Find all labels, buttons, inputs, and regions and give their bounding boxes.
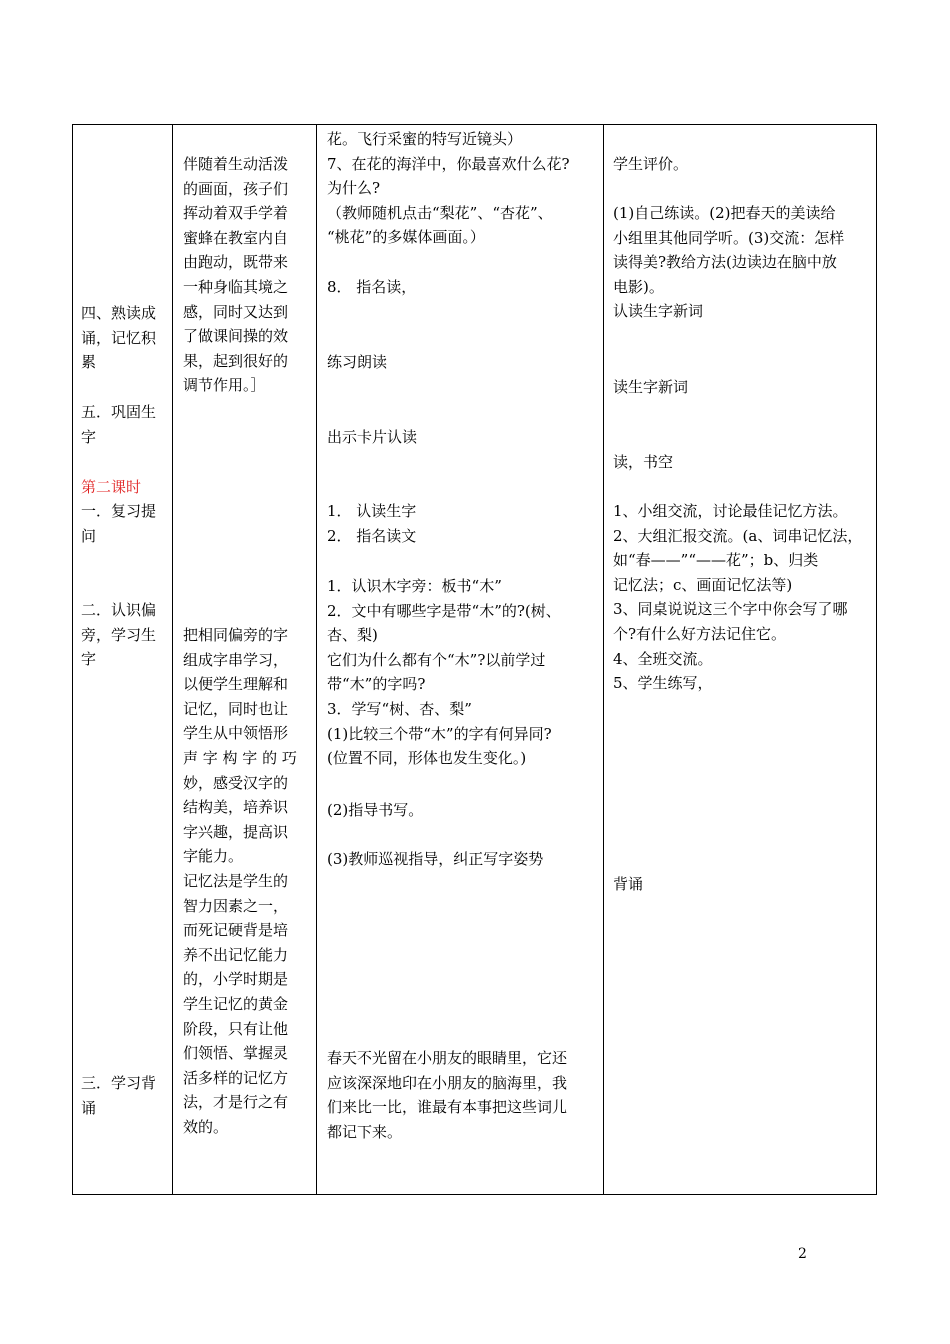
column-design-notes (173, 125, 317, 1194)
design-note-2: 把相同偏旁的字 组成字串学习， 以便学生理解和 记忆，同时也让 学生从中领悟形 声 字 构 字 的 巧 妙，感受汉字的 结构美，培养识 字兴趣，提高识 字能力。 记忆法是学生的 智力因素之一， 而死记硬背是培 养不出记忆能力 的，小学时期是 学生记忆的黄金 阶段，只有让他 们领悟、掌握灵 活多样的记忆方 法，才是行之有 效的。 (183, 626, 297, 1136)
teacher-block-1: 花。飞行采蜜的特写近镜头） 7、在花的海洋中，你最喜欢什么花? 为什么? （教师随机点击“梨花”、“杏花”、 “桃花”的多媒体画面。） (327, 130, 570, 247)
lesson-2-heading: 第二课时 (81, 478, 142, 496)
lesson-plan-table (72, 124, 877, 1195)
page-number: 2 (798, 1246, 807, 1262)
student-block-2: (1)自己练读。(2)把春天的美读给 小组里其他同学听。(3)交流：怎样 读得美?教给方法(边读边在脑中放 电影)。 认读生字新词 (613, 204, 845, 321)
teacher-block-4: 出示卡片认读 (327, 428, 418, 446)
student-block-5: 1、小组交流，讨论最佳记忆方法。 2、大组汇报交流。(a、词串记忆法， 如“春——”“——花”；b、归类 记忆法；c、画面记忆法等) 3、同桌说说这三个字中你会写了哪 个?有什么好方法记住它。 4、全班交流。 5、学生练写， (613, 502, 863, 693)
student-block-6: 背诵 (613, 875, 644, 893)
column-teacher-activities (317, 125, 604, 1194)
teacher-block-9: 春天不光留在小朋友的眼睛里，它还 应该深深地印在小朋友的脑海里，我 们来比一比，谁最有本事把这些词儿 都记下来。 (327, 1049, 568, 1141)
step-5-consolidate: 五．巩固生 字 (81, 403, 157, 446)
teacher-block-7: (2)指导书写。 (327, 801, 424, 819)
step-3-recite: 三．学习背 诵 (81, 1074, 157, 1117)
step-2-radical: 二．认识偏 旁，学习生 字 (81, 601, 157, 669)
column-student-activities (604, 125, 876, 1194)
student-block-4: 读，书空 (613, 453, 674, 471)
student-block-3: 读生字新词 (613, 378, 689, 396)
teacher-block-2: 8． 指名读， (327, 278, 417, 296)
teacher-block-3: 练习朗读 (327, 353, 388, 371)
design-note-1: 伴随着生动活泼 的画面，孩子们 挥动着双手学着 蜜蜂在教室内自 由跑动，既带来 一种身临其境之 感，同时又达到 了做课间操的效 果，起到很好的 调节作用。］ (183, 155, 289, 395)
teacher-block-5: 1． 认读生字 2． 指名读文 (327, 502, 417, 545)
teacher-block-8: (3)教师巡视指导，纠正写字姿势 (327, 850, 544, 868)
step-1-review: 一．复习提 问 (81, 502, 157, 545)
column-steps (73, 125, 173, 1194)
teacher-block-6: 1．认识木字旁：板书“木” 2．文中有哪些字是带“木”的?(树、 杏、梨) 它们为什么都有个“木”?以前学过 带“木”的字吗? 3．学写“树、杏、梨” (1)比较三个带“木”的字有何异同? (位置不同，形体也发生变化。) (327, 577, 561, 768)
step-4-recite: 四、熟读成 诵，记忆积 累 (81, 304, 157, 372)
student-block-1: 学生评价。 (613, 155, 689, 173)
